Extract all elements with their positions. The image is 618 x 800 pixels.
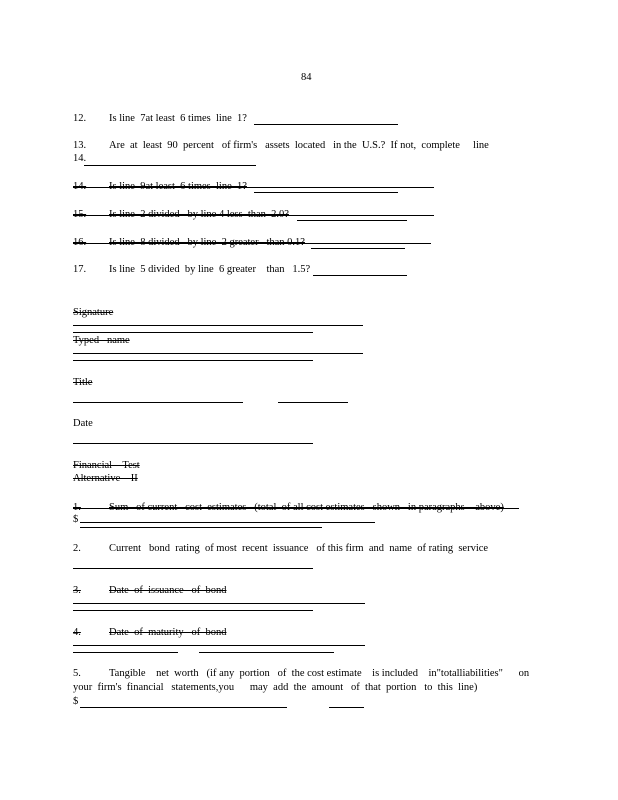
alt-item-3-answer-line-1[interactable] <box>73 603 365 604</box>
alt-item-3-answer-line-2[interactable] <box>73 610 313 611</box>
alt-item-3-text: Date of issuance of bond <box>109 585 227 596</box>
alt-item-5-answer-line-1[interactable] <box>80 707 287 708</box>
alt-item-1-answer-line-1[interactable] <box>80 522 375 523</box>
alt-item-4-answer-line-2[interactable] <box>73 652 178 653</box>
question-15-number: 15. <box>73 209 87 220</box>
typed-name-line-1[interactable] <box>73 353 363 354</box>
alt-item-4-answer-line-3[interactable] <box>199 652 334 653</box>
question-15-strike-line <box>73 215 434 216</box>
question-14-answer-line[interactable] <box>254 192 398 193</box>
alt-item-4-text: Date of maturity of bond <box>109 627 227 638</box>
question-12-number: 12. <box>73 113 87 124</box>
question-16-number: 16. <box>73 237 87 248</box>
question-13-continuation: 14. <box>73 153 87 164</box>
alternative-heading-line1: Financial Test <box>73 460 140 471</box>
question-13-text: Are at least 90 percent of firm's assets located in the U.S.? If not, complete line <box>109 140 489 151</box>
question-12-text: Is line 7at least 6 times line 1? <box>109 113 247 124</box>
alt-item-3-number: 3. <box>73 585 81 596</box>
date-label: Date <box>73 418 93 429</box>
question-17-text: Is line 5 divided by line 6 greater than 1.5? <box>109 264 311 275</box>
question-15-answer-line[interactable] <box>297 220 407 221</box>
alt-item-1-strike-line <box>73 508 519 509</box>
question-17-answer-line[interactable] <box>313 275 407 276</box>
alt-item-1-answer-line-2[interactable] <box>80 527 322 528</box>
alt-item-4-answer-line-1[interactable] <box>73 645 365 646</box>
typed-name-label: Typed name <box>73 335 130 346</box>
signature-line-1[interactable] <box>73 325 363 326</box>
typed-name-line-2[interactable] <box>73 360 313 361</box>
signature-line-2[interactable] <box>73 332 313 333</box>
question-15-text: Is line 2 divided by line 4 less than 2.0? <box>109 209 289 220</box>
alt-item-2-text: Current bond rating of most recent issuance of this firm and name of rating service <box>109 543 489 554</box>
alt-item-5-text: Tangible net worth (if any portion of the cost estimate is included in"totalliabilities" on <box>109 668 530 679</box>
alt-item-5-dollar-sign: $ <box>73 696 79 707</box>
alt-item-5-answer-line-2[interactable] <box>329 707 364 708</box>
question-14-strike-line <box>73 187 434 188</box>
page-number: 84 <box>301 72 312 83</box>
alt-item-1-dollar-sign: $ <box>73 514 79 525</box>
alt-item-5-number: 5. <box>73 668 81 679</box>
alt-item-5-text-line2: your firm's financial statements,you may add the amount of that portion to this line) <box>73 682 478 693</box>
question-14-text: Is line 9at least 6 times line 1? <box>109 181 247 192</box>
question-16-strike-line <box>73 243 431 244</box>
signature-label: Signature <box>73 307 114 318</box>
question-14-number: 14. <box>73 181 87 192</box>
title-label: Title <box>73 377 93 388</box>
title-line-1[interactable] <box>73 402 243 403</box>
alt-item-4-number: 4. <box>73 627 81 638</box>
alternative-heading-line2: Alternative II <box>73 473 138 484</box>
title-line-2[interactable] <box>278 402 348 403</box>
question-13-answer-line[interactable] <box>84 165 256 166</box>
alt-item-2-answer-line[interactable] <box>73 568 313 569</box>
question-17-number: 17. <box>73 264 87 275</box>
question-13-number: 13. <box>73 140 87 151</box>
alt-item-2-number: 2. <box>73 543 81 554</box>
question-12-answer-line[interactable] <box>254 124 398 125</box>
alt-item-1-text: Sum of current cost estimates (total of all cost estimates shown in paragraphs above) <box>109 502 504 513</box>
alt-item-1-number: 1. <box>73 502 81 513</box>
question-16-text: Is line 8 divided by line 2 greater than 0.1? <box>109 237 305 248</box>
question-16-answer-line[interactable] <box>311 248 405 249</box>
date-line[interactable] <box>73 443 313 444</box>
